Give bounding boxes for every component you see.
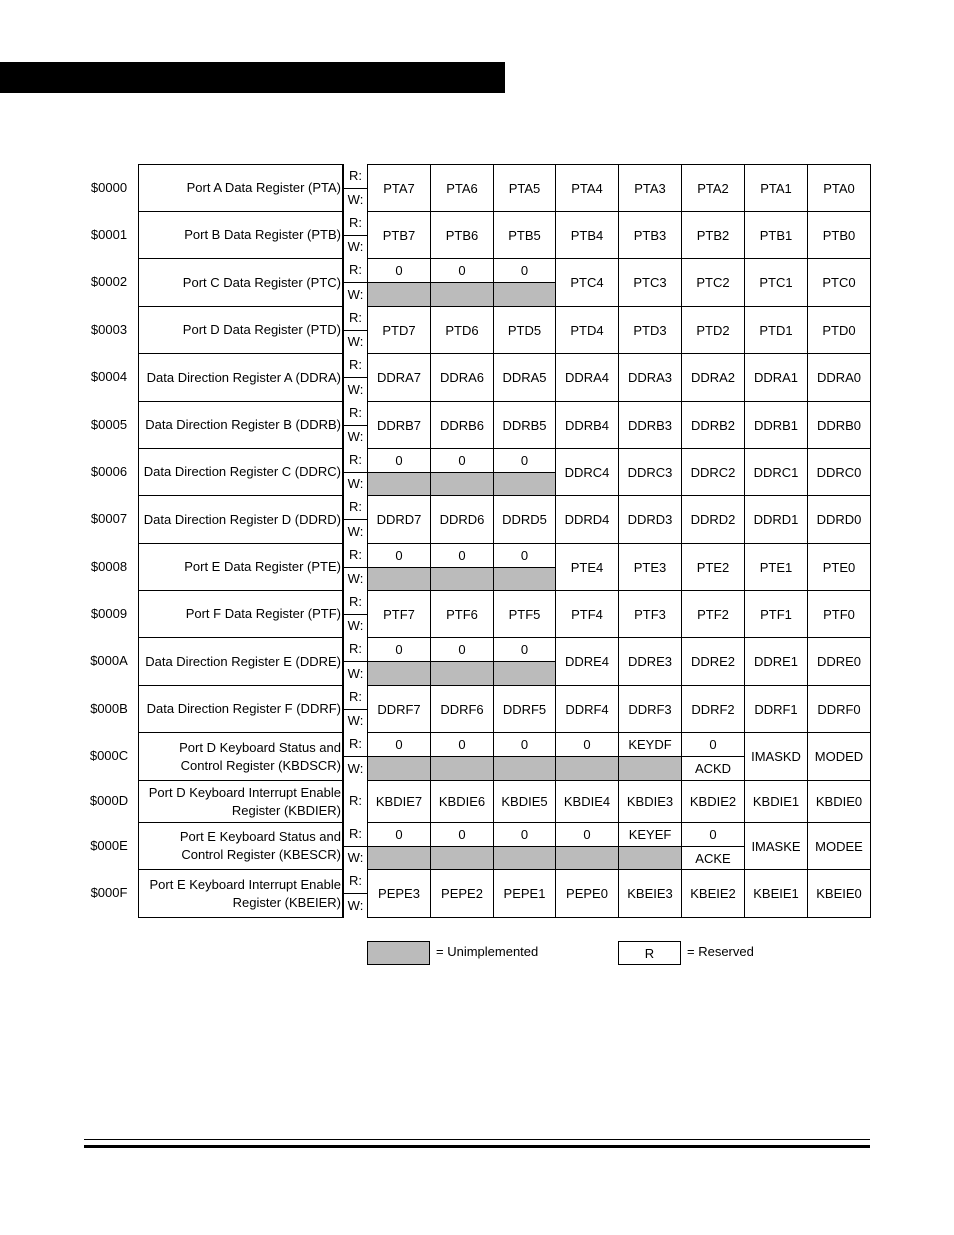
register-address: $0007 [90, 511, 128, 526]
register-name-line: Data Direction Register A (DDRA) [146, 369, 341, 385]
register-name-text [184, 558, 341, 576]
footer-rule-thick [84, 1145, 870, 1148]
register-name-line: Control Register (KBESCR) [181, 847, 341, 862]
bit-read-cell: 0 [367, 258, 431, 283]
register-address: $0005 [90, 417, 128, 432]
write-label: W: [347, 850, 364, 865]
bit-cell: DDRF7 [367, 685, 431, 733]
bit-read-cell: 0 [367, 822, 431, 847]
bit-cell: DDRC1 [744, 448, 808, 496]
register-address: $0001 [90, 227, 128, 242]
bit-unimplemented-cell [493, 661, 556, 686]
write-label: W: [347, 476, 364, 491]
write-label: W: [347, 571, 364, 586]
register-address: $0009 [90, 606, 128, 621]
bit-unimplemented-cell [555, 756, 619, 781]
bit-cell: MODED [807, 732, 871, 781]
register-address: $0004 [90, 369, 128, 384]
register-name [138, 732, 343, 781]
rw-labels [343, 822, 367, 870]
bit-cell: KBDIE3 [618, 780, 682, 823]
bit-cell: DDRE2 [681, 637, 745, 686]
bit-unimplemented-cell [618, 756, 682, 781]
bit-unimplemented-cell [493, 846, 556, 870]
bit-cell: DDRF2 [681, 685, 745, 733]
bit-cell: KBDIE2 [681, 780, 745, 823]
bit-cell: DDRB0 [807, 401, 871, 449]
write-label: W: [347, 239, 364, 254]
bit-cell: PTB0 [807, 211, 871, 259]
register-name-text [144, 511, 341, 529]
read-label: R: [344, 637, 367, 662]
register-name-line: Register (KBEIER) [232, 894, 341, 910]
register-address: $000E [90, 838, 128, 853]
bit-read-cell: 0 [493, 543, 556, 568]
read-label: R: [344, 401, 367, 426]
bit-cell: PTA2 [681, 164, 745, 212]
bit-cell: DDRE3 [618, 637, 682, 686]
read-label: R: [344, 211, 367, 236]
bit-write-cell: ACKD [681, 756, 745, 781]
rw-labels [343, 258, 367, 307]
rw-labels [343, 401, 367, 449]
register-name [138, 164, 343, 212]
bit-cell: KBDIE5 [493, 780, 556, 823]
bit-read-cell: KEYEF [618, 822, 682, 847]
register-name-text [183, 274, 341, 292]
register-name-text [186, 605, 341, 623]
bit-cell: PTD0 [807, 306, 871, 354]
read-label: R: [349, 793, 362, 808]
write-label: W: [347, 761, 364, 776]
legend-reserved-swatch: R [618, 941, 681, 965]
bit-unimplemented-cell [367, 282, 431, 307]
bit-unimplemented-cell [618, 846, 682, 870]
bit-unimplemented-cell [493, 472, 556, 496]
bit-cell: DDRD1 [744, 495, 808, 544]
bit-cell: DDRA6 [430, 353, 494, 402]
bit-cell: KBDIE1 [744, 780, 808, 823]
register-name-text [144, 463, 341, 481]
bit-cell: DDRB1 [744, 401, 808, 449]
read-label: R: [344, 732, 367, 757]
bit-unimplemented-cell [430, 756, 494, 781]
bit-cell: PTA6 [430, 164, 494, 212]
bit-cell: PTB7 [367, 211, 431, 259]
register-address: $000C [89, 748, 129, 763]
bit-cell: PTE1 [744, 543, 808, 591]
register-name-text [180, 828, 341, 864]
register-name [138, 869, 343, 918]
write-label: W: [347, 192, 364, 207]
register-name [138, 590, 343, 638]
register-address: $0003 [90, 322, 128, 337]
bit-cell: DDRF1 [744, 685, 808, 733]
read-label: R: [344, 164, 367, 189]
register-name-line: Data Direction Register C (DDRC) [143, 464, 341, 479]
register-name-text [147, 700, 341, 718]
bit-cell: DDRA4 [555, 353, 619, 402]
write-label: W: [347, 524, 364, 539]
bit-cell: DDRA2 [681, 353, 745, 402]
bit-unimplemented-cell [493, 567, 556, 591]
bit-cell: PTD3 [618, 306, 682, 354]
bit-cell: DDRF5 [493, 685, 556, 733]
register-name [138, 685, 343, 733]
register-name [138, 258, 343, 307]
rw-labels [343, 495, 367, 544]
bit-cell: PTC0 [807, 258, 871, 307]
bit-cell: DDRB6 [430, 401, 494, 449]
bit-cell: MODEE [807, 822, 871, 870]
bit-cell: PTD7 [367, 306, 431, 354]
bit-cell: DDRD2 [681, 495, 745, 544]
register-name-line: Port E Keyboard Status and [179, 829, 341, 844]
register-name-line: Register (KBDIER) [231, 802, 341, 818]
bit-cell: PTC3 [618, 258, 682, 307]
bit-cell: PTD1 [744, 306, 808, 354]
legend-unimplemented-swatch [367, 941, 430, 965]
register-name-text [187, 179, 341, 197]
register-name-text [179, 739, 341, 775]
bit-cell: DDRA1 [744, 353, 808, 402]
bit-cell: DDRD0 [807, 495, 871, 544]
bit-cell: DDRD7 [367, 495, 431, 544]
write-label: W: [347, 382, 364, 397]
write-label: W: [347, 618, 364, 633]
write-label: W: [347, 713, 364, 728]
register-name [138, 780, 343, 823]
bit-cell: PTB2 [681, 211, 745, 259]
bit-cell: DDRD4 [555, 495, 619, 544]
register-address: $000F [90, 885, 128, 900]
bit-cell: DDRE0 [807, 637, 871, 686]
bit-read-cell: 0 [555, 732, 619, 757]
bit-cell: PTF0 [807, 590, 871, 638]
bit-cell: DDRD3 [618, 495, 682, 544]
rw-labels [343, 306, 367, 354]
register-name-line: Port D Keyboard Status and [179, 739, 341, 755]
register-name [138, 495, 343, 544]
bit-unimplemented-cell [430, 282, 494, 307]
bit-read-cell: 0 [681, 732, 745, 757]
bit-cell: PTE0 [807, 543, 871, 591]
bit-cell: PTF3 [618, 590, 682, 638]
bit-cell: PTB4 [555, 211, 619, 259]
bit-cell: DDRE1 [744, 637, 808, 686]
register-name-text [145, 653, 341, 671]
bit-read-cell: 0 [493, 822, 556, 847]
bit-read-cell: 0 [430, 637, 494, 662]
register-name-line: Control Register (KBDSCR) [180, 757, 341, 773]
bit-unimplemented-cell [555, 846, 619, 870]
rw-labels [343, 543, 367, 591]
bit-cell: DDRF4 [555, 685, 619, 733]
bit-cell: DDRB5 [493, 401, 556, 449]
rw-labels [343, 590, 367, 638]
bit-cell: PTC4 [555, 258, 619, 307]
rw-labels [343, 869, 367, 918]
register-name-line: Port D Data Register (PTD) [182, 322, 341, 337]
bit-unimplemented-cell [493, 282, 556, 307]
register-name [138, 822, 343, 870]
bit-cell: PTD4 [555, 306, 619, 354]
read-label: R: [344, 869, 367, 894]
register-address: $000A [90, 653, 128, 668]
register-name [138, 353, 343, 402]
register-name-text [184, 226, 341, 244]
bit-unimplemented-cell [367, 472, 431, 496]
bit-read-cell: 0 [367, 543, 431, 568]
bit-cell: PEPE2 [430, 869, 494, 918]
legend-unimplemented-label: = Unimplemented [436, 944, 539, 959]
bit-cell: KBEIE1 [744, 869, 808, 918]
register-address: $0002 [90, 274, 128, 289]
bit-cell: DDRC3 [618, 448, 682, 496]
register-name-line: Port E Data Register (PTE) [184, 559, 341, 574]
bit-cell: PTF2 [681, 590, 745, 638]
bit-cell: PTC2 [681, 258, 745, 307]
register-name-line: Data Direction Register D (DDRD) [143, 511, 341, 527]
bit-unimplemented-cell [367, 567, 431, 591]
rw-labels [343, 637, 367, 686]
bit-cell: KBDIE7 [367, 780, 431, 823]
bit-cell: PTF4 [555, 590, 619, 638]
bit-cell: PTD5 [493, 306, 556, 354]
bit-cell: DDRF3 [618, 685, 682, 733]
register-name [138, 637, 343, 686]
write-label: W: [347, 334, 364, 349]
bit-read-cell: KEYDF [618, 732, 682, 757]
rw-labels [343, 211, 367, 259]
bit-read-cell: 0 [493, 732, 556, 757]
register-name-text [145, 416, 341, 434]
bit-cell: DDRA0 [807, 353, 871, 402]
bit-cell: PTE4 [555, 543, 619, 591]
register-name-line: Port E Keyboard Interrupt Enable [149, 876, 341, 892]
bit-unimplemented-cell [367, 756, 431, 781]
bit-cell: DDRC0 [807, 448, 871, 496]
bit-cell: PTA1 [744, 164, 808, 212]
bit-read-cell: 0 [430, 543, 494, 568]
register-name-text [183, 321, 341, 339]
bit-cell: PTD6 [430, 306, 494, 354]
read-label: R: [344, 448, 367, 473]
bit-cell: PTE3 [618, 543, 682, 591]
write-label: W: [347, 898, 364, 913]
bit-cell: PTB1 [744, 211, 808, 259]
bit-cell: DDRA5 [493, 353, 556, 402]
bit-cell: DDRF6 [430, 685, 494, 733]
read-label: R: [344, 258, 367, 283]
rw-labels [343, 164, 367, 212]
bit-cell: KBDIE6 [430, 780, 494, 823]
bit-cell: IMASKD [744, 732, 808, 781]
bit-cell: DDRB2 [681, 401, 745, 449]
bit-unimplemented-cell [367, 846, 431, 870]
bit-unimplemented-cell [367, 661, 431, 686]
rw-labels [343, 732, 367, 781]
bit-cell: PEPE0 [555, 869, 619, 918]
write-label: W: [347, 429, 364, 444]
read-label: R: [344, 306, 367, 331]
read-label: R: [344, 495, 367, 520]
bit-cell: KBDIE0 [807, 780, 871, 823]
bit-unimplemented-cell [430, 472, 494, 496]
bit-read-cell: 0 [493, 448, 556, 473]
register-address: $0006 [90, 464, 128, 479]
read-label: R: [344, 590, 367, 615]
register-name-text [149, 876, 341, 912]
register-name-line: Port A Data Register (PTA) [186, 180, 341, 195]
footer-rule-thin [84, 1139, 870, 1140]
bit-cell: PTA4 [555, 164, 619, 212]
bit-cell: PTA3 [618, 164, 682, 212]
read-label: R: [344, 822, 367, 847]
bit-cell: PTA0 [807, 164, 871, 212]
register-name-line: Port B Data Register (PTB) [184, 227, 341, 242]
bit-cell: DDRE4 [555, 637, 619, 686]
bit-cell: PTA7 [367, 164, 431, 212]
bit-cell: PTD2 [681, 306, 745, 354]
bit-write-cell: ACKE [681, 846, 745, 870]
bit-cell: PTC1 [744, 258, 808, 307]
bit-cell: DDRB3 [618, 401, 682, 449]
bit-unimplemented-cell [430, 567, 494, 591]
bit-read-cell: 0 [367, 637, 431, 662]
header-bar [0, 62, 505, 93]
read-label: R: [344, 353, 367, 378]
bit-cell: PTF1 [744, 590, 808, 638]
rw-labels [343, 353, 367, 402]
rw-labels [343, 685, 367, 733]
register-name-text [149, 784, 341, 820]
bit-cell: PTA5 [493, 164, 556, 212]
register-name-line: Port F Data Register (PTF) [185, 606, 341, 621]
bit-read-cell: 0 [430, 822, 494, 847]
legend-reserved-label: = Reserved [687, 944, 754, 959]
register-name-line: Port C Data Register (PTC) [182, 274, 341, 290]
read-label: R: [344, 543, 367, 568]
bit-cell: PEPE1 [493, 869, 556, 918]
register-address: $000D [89, 793, 129, 808]
bit-read-cell: 0 [555, 822, 619, 847]
register-address: $0000 [90, 180, 128, 195]
bit-cell: PTB6 [430, 211, 494, 259]
bit-cell: IMASKE [744, 822, 808, 870]
register-name [138, 211, 343, 259]
bit-unimplemented-cell [430, 661, 494, 686]
bit-cell: KBDIE4 [555, 780, 619, 823]
bit-cell: KBEIE0 [807, 869, 871, 918]
register-name-line: Data Direction Register E (DDRE) [145, 653, 341, 669]
bit-cell: KBEIE2 [681, 869, 745, 918]
write-label: W: [347, 666, 364, 681]
bit-cell: DDRD5 [493, 495, 556, 544]
write-label: W: [347, 287, 364, 302]
rw-labels [343, 448, 367, 496]
register-name-line: Port D Keyboard Interrupt Enable [148, 784, 341, 800]
bit-cell: DDRA3 [618, 353, 682, 402]
bit-cell: PTF6 [430, 590, 494, 638]
bit-cell: PTF5 [493, 590, 556, 638]
bit-cell: DDRD6 [430, 495, 494, 544]
bit-cell: PTF7 [367, 590, 431, 638]
bit-read-cell: 0 [430, 448, 494, 473]
bit-cell: KBEIE3 [618, 869, 682, 918]
bit-read-cell: 0 [430, 732, 494, 757]
bit-cell: PEPE3 [367, 869, 431, 918]
register-name [138, 543, 343, 591]
register-name-text [147, 369, 341, 387]
bit-read-cell: 0 [367, 448, 431, 473]
rw-labels [343, 780, 367, 823]
bit-read-cell: 0 [493, 637, 556, 662]
bit-cell: DDRB4 [555, 401, 619, 449]
bit-read-cell: 0 [367, 732, 431, 757]
bit-unimplemented-cell [493, 756, 556, 781]
register-address: $000B [90, 701, 128, 716]
register-name-line: Data Direction Register B (DDRB) [145, 417, 341, 432]
bit-cell: DDRC4 [555, 448, 619, 496]
bit-cell: DDRF0 [807, 685, 871, 733]
bit-read-cell: 0 [430, 258, 494, 283]
bit-cell: DDRA7 [367, 353, 431, 402]
register-address: $0008 [90, 559, 128, 574]
register-name [138, 448, 343, 496]
register-name-line: Data Direction Register F (DDRF) [146, 701, 341, 716]
bit-cell: PTB3 [618, 211, 682, 259]
bit-cell: PTB5 [493, 211, 556, 259]
bit-unimplemented-cell [430, 846, 494, 870]
bit-read-cell: 0 [681, 822, 745, 847]
bit-cell: DDRB7 [367, 401, 431, 449]
bit-cell: PTE2 [681, 543, 745, 591]
register-name [138, 306, 343, 354]
bit-read-cell: 0 [493, 258, 556, 283]
register-name [138, 401, 343, 449]
read-label: R: [344, 685, 367, 710]
bit-cell: DDRC2 [681, 448, 745, 496]
